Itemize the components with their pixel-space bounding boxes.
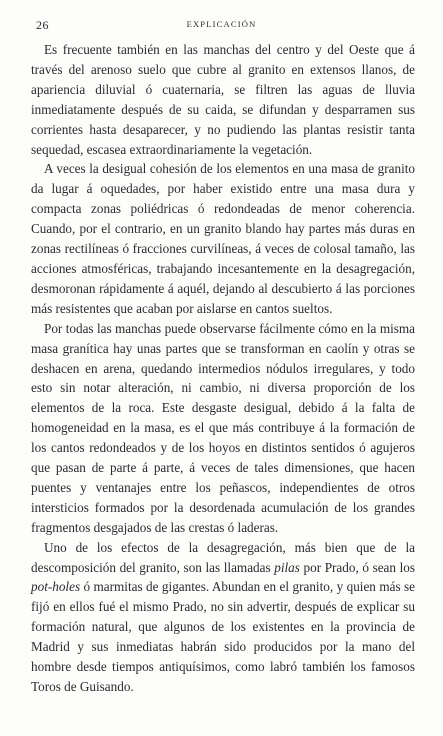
paragraph <box>31 40 415 159</box>
paragraph <box>31 538 415 697</box>
running-title: EXPLICACIÓN <box>186 19 257 29</box>
body-text <box>31 40 415 697</box>
page-header <box>32 18 411 34</box>
text-run: ó marmitas de gigantes. Abundan en el granito, y quien más se fijó en ellos fué el mismo Prado, no sin advertir, después de explicar su formación natural, que algunos de los existentes en la provincia de Madrid y sus inmediatas habrán sido producidos por la mano del hombre desde tiempos antiquísimos, como labró también los famosos Toros de Guisando. <box>31 579 415 694</box>
page-number: 26 <box>36 18 49 32</box>
text-run: por Prado, ó sean los <box>299 559 415 575</box>
italic-term: pilas <box>274 559 300 575</box>
text-run: Es frecuente también en las manchas del centro y del Oeste que á través del arenoso suelo que cubre al granito en extensos llanos, de apariencia diluvial ó cuaternaria, se filtren las aguas de lluvia inmediatamente después de su caida, se difundan y desparramen sus corrientes hasta desaparecer, y no pudiendo las plantas resistir tanta sequedad, escasea extraordinariamente la vegetación. <box>31 42 415 157</box>
text-run: Por todas las manchas puede observarse fácilmente cómo en la misma masa granítica hay unas partes que se transforman en caolín y otras se deshacen en arena, quedando intermedios nódulos irregulares, y todo esto sin notar alteración, ni cambio, ni diversa proporción de los elementos de la roca. Este desgaste desigual, debido á la falta de homogeneidad en la masa, es el que más contribuye á la formación de los cantos redondeados y de los hoyos en distintos sentidos ó agujeros que pasan de parte á parte, á veces de tales dimensiones, que hacen puentes y ventanajes entre los peñascos, independientes de otros intersticios formados por la desordenada acumulación de los grandes fragmentos desgajados de las crestas ó laderas. <box>31 320 415 535</box>
text-run: Uno de los efectos de la desagregación, más bien que de la descomposición del granito, son las llamadas <box>31 539 415 575</box>
italic-term: pot-holes <box>31 579 81 595</box>
paragraph <box>31 159 415 318</box>
paragraph <box>31 319 415 538</box>
text-run: A veces la desigual cohesión de los elementos en una masa de granito da lugar á oquedades, por haber existido entre una masa dura y compacta zonas poliédricas ó redondeadas de menor coherencia. Cuando, por el contrario, en un granito blando hay partes más duras en zonas rectilíneas ó fracciones curvilíneas, á veces de colosal tamaño, las acciones atmosféricas, trabajando incesantemente en la desagregación, desmoronan rápidamente á aquél, dejando al descubierto á las porciones más resistentes que acaban por aislarse en cantos sueltos. <box>31 161 415 316</box>
